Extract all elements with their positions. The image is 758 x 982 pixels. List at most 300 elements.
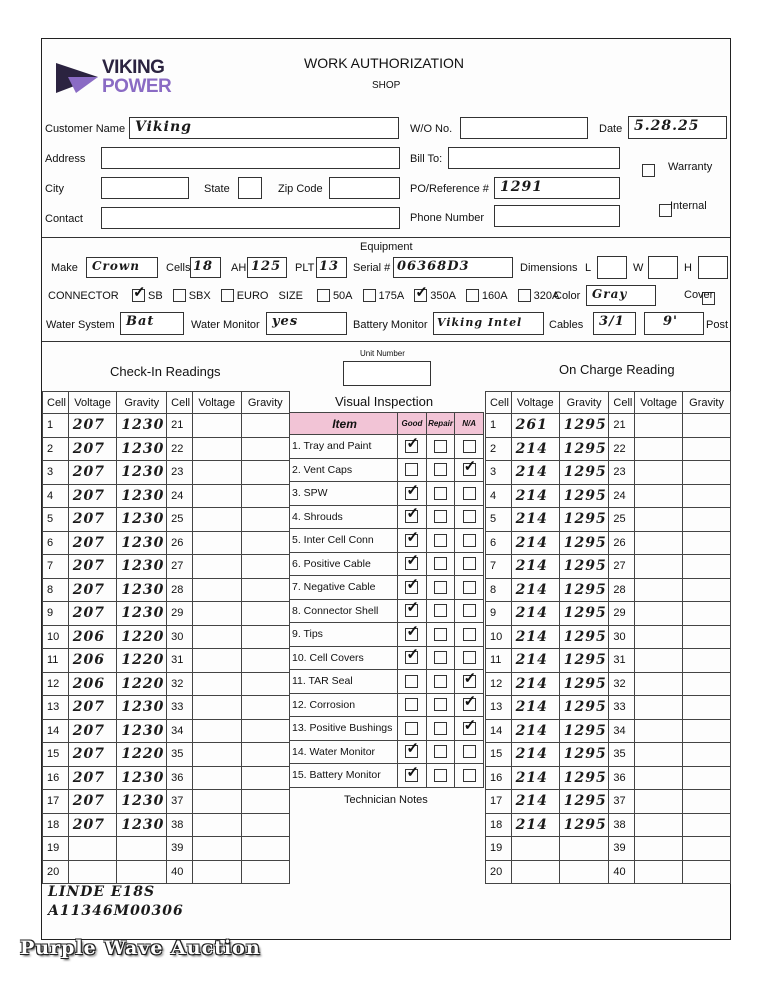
gravity-cell[interactable] <box>683 813 731 837</box>
divider <box>42 237 730 238</box>
table-row <box>43 813 290 837</box>
voltage-cell[interactable]: 207 <box>68 508 117 532</box>
gravity-cell[interactable]: 1295 <box>559 719 609 743</box>
billto-field[interactable] <box>448 147 620 169</box>
gravity-cell[interactable] <box>117 860 167 884</box>
table-row <box>486 672 731 696</box>
size-160a-checkbox[interactable] <box>466 289 479 302</box>
gravity-cell[interactable] <box>683 625 731 649</box>
voltage-cell[interactable]: 214 <box>511 696 559 720</box>
battery-monitor-field[interactable] <box>433 312 544 335</box>
table-row <box>486 696 731 720</box>
voltage-cell[interactable]: 207 <box>68 790 117 814</box>
size-320a-checkbox[interactable] <box>518 289 531 302</box>
voltage-cell[interactable]: 207 <box>68 484 117 508</box>
connector-euro-option[interactable] <box>221 289 269 302</box>
voltage-cell[interactable] <box>635 672 683 696</box>
connector-euro-checkbox[interactable] <box>221 289 234 302</box>
gravity-cell[interactable] <box>683 860 731 884</box>
cell-number: 20 <box>43 860 69 884</box>
voltage-cell[interactable]: 214 <box>511 508 559 532</box>
voltage-cell[interactable]: 214 <box>511 766 559 790</box>
voltage-cell[interactable] <box>192 484 241 508</box>
gravity-cell[interactable] <box>241 461 289 485</box>
voltage-cell[interactable] <box>635 555 683 579</box>
size-50a-checkbox[interactable] <box>317 289 330 302</box>
voltage-cell[interactable] <box>635 649 683 673</box>
gravity-cell[interactable]: 1230 <box>117 766 167 790</box>
repair-cell <box>426 717 455 741</box>
good-checkbox[interactable] <box>405 557 418 570</box>
na-checkbox[interactable] <box>463 604 476 617</box>
voltage-cell[interactable]: 207 <box>68 414 117 438</box>
po-field[interactable] <box>494 177 620 199</box>
voltage-cell[interactable]: 207 <box>68 719 117 743</box>
gravity-cell[interactable]: 1230 <box>117 461 167 485</box>
gravity-cell[interactable]: 1230 <box>117 414 167 438</box>
na-checkbox[interactable] <box>463 581 476 594</box>
voltage-cell[interactable] <box>635 461 683 485</box>
gravity-cell[interactable] <box>241 531 289 555</box>
gravity-cell[interactable] <box>683 578 731 602</box>
inspection-row <box>290 693 484 717</box>
city-field[interactable] <box>101 177 189 199</box>
serial-field[interactable] <box>393 257 513 278</box>
voltage-cell[interactable] <box>192 790 241 814</box>
gravity-cell[interactable]: 1295 <box>559 790 609 814</box>
voltage-cell[interactable] <box>635 766 683 790</box>
gravity-cell[interactable]: 1295 <box>559 696 609 720</box>
voltage-cell[interactable] <box>192 649 241 673</box>
repair-checkbox[interactable] <box>434 698 447 711</box>
cell-number: 30 <box>609 625 635 649</box>
gravity-cell[interactable]: 1220 <box>117 743 167 767</box>
repair-checkbox[interactable] <box>434 487 447 500</box>
voltage-cell[interactable] <box>635 437 683 461</box>
gravity-cell[interactable]: 1295 <box>559 555 609 579</box>
na-checkbox[interactable] <box>463 722 476 735</box>
repair-checkbox[interactable] <box>434 628 447 641</box>
gravity-cell[interactable] <box>241 578 289 602</box>
cell-number: 10 <box>486 625 512 649</box>
gravity-cell[interactable] <box>241 555 289 579</box>
repair-checkbox[interactable] <box>434 745 447 758</box>
water-system-field[interactable] <box>120 312 184 335</box>
voltage-cell[interactable] <box>68 837 117 861</box>
table-row <box>43 602 290 626</box>
gravity-cell[interactable] <box>241 437 289 461</box>
good-checkbox[interactable] <box>405 698 418 711</box>
footnote-line2: A11346M00306 <box>48 903 184 919</box>
gravity-cell[interactable]: 1295 <box>559 649 609 673</box>
gravity-cell[interactable]: 1230 <box>117 437 167 461</box>
height-label: H <box>684 262 692 274</box>
voltage-cell[interactable]: 207 <box>68 578 117 602</box>
cell-number: 33 <box>609 696 635 720</box>
voltage-cell[interactable] <box>192 719 241 743</box>
voltage-cell[interactable] <box>635 602 683 626</box>
gravity-cell[interactable] <box>683 837 731 861</box>
voltage-cell[interactable]: 214 <box>511 578 559 602</box>
height-field[interactable] <box>698 256 728 279</box>
ah-field[interactable] <box>247 257 287 278</box>
table-row <box>486 531 731 555</box>
repair-checkbox[interactable] <box>434 722 447 735</box>
good-checkbox[interactable] <box>405 651 418 664</box>
cables-field[interactable] <box>593 312 636 335</box>
voltage-cell[interactable] <box>635 696 683 720</box>
voltage-cell[interactable] <box>635 860 683 884</box>
voltage-cell[interactable] <box>192 860 241 884</box>
gravity-cell[interactable] <box>683 672 731 696</box>
gravity-cell[interactable] <box>241 672 289 696</box>
phone-field[interactable] <box>494 205 620 227</box>
table-row <box>43 837 290 861</box>
voltage-cell[interactable] <box>192 531 241 555</box>
repair-checkbox[interactable] <box>434 440 447 453</box>
size-50a-label: 50A <box>332 289 353 302</box>
cell-number: 29 <box>609 602 635 626</box>
repair-checkbox[interactable] <box>434 534 447 547</box>
plt-field[interactable] <box>316 257 347 278</box>
good-cell <box>398 552 427 576</box>
size-175a-checkbox[interactable] <box>363 289 376 302</box>
cell-number: 26 <box>609 531 635 555</box>
voltage-cell[interactable] <box>192 461 241 485</box>
na-checkbox[interactable] <box>463 698 476 711</box>
good-checkbox[interactable] <box>405 487 418 500</box>
gravity-cell[interactable]: 1220 <box>117 672 167 696</box>
good-checkbox[interactable] <box>405 628 418 641</box>
good-checkbox[interactable] <box>405 722 418 735</box>
voltage-cell[interactable]: 214 <box>511 813 559 837</box>
connector-sbx-option[interactable] <box>173 289 211 302</box>
voltage-cell[interactable] <box>635 484 683 508</box>
voltage-cell[interactable] <box>635 719 683 743</box>
cell-number: 8 <box>43 578 69 602</box>
width-field[interactable] <box>648 256 678 279</box>
water-monitor-field[interactable] <box>266 312 347 335</box>
voltage-cell[interactable]: 207 <box>68 696 117 720</box>
voltage-cell[interactable]: 214 <box>511 602 559 626</box>
size-50a-option[interactable] <box>317 289 353 302</box>
gravity-cell[interactable]: 1295 <box>559 578 609 602</box>
cell-number: 34 <box>609 719 635 743</box>
gravity-cell[interactable] <box>559 837 609 861</box>
cell-number: 2 <box>486 437 512 461</box>
voltage-cell[interactable]: 214 <box>511 531 559 555</box>
voltage-cell[interactable] <box>635 625 683 649</box>
gravity-cell[interactable]: 1295 <box>559 813 609 837</box>
gravity-cell[interactable] <box>241 837 289 861</box>
gravity-cell[interactable] <box>683 531 731 555</box>
unit-number-field[interactable] <box>343 361 431 386</box>
voltage-cell[interactable] <box>192 625 241 649</box>
address-field[interactable] <box>101 147 400 169</box>
gravity-cell[interactable]: 1230 <box>117 484 167 508</box>
cell-number: 15 <box>486 743 512 767</box>
voltage-cell[interactable] <box>192 578 241 602</box>
gravity-cell[interactable] <box>683 414 731 438</box>
na-checkbox[interactable] <box>463 557 476 570</box>
size-175a-label: 175A <box>378 289 405 302</box>
voltage-cell[interactable] <box>192 414 241 438</box>
voltage-cell[interactable] <box>192 696 241 720</box>
gravity-cell[interactable] <box>683 437 731 461</box>
gravity-cell[interactable] <box>241 508 289 532</box>
voltage-cell[interactable]: 214 <box>511 461 559 485</box>
voltage-cell[interactable] <box>192 508 241 532</box>
voltage-cell[interactable]: 214 <box>511 649 559 673</box>
gravity-cell[interactable]: 1295 <box>559 484 609 508</box>
date-field[interactable] <box>628 116 727 139</box>
zip-field[interactable] <box>329 177 400 199</box>
gravity-cell[interactable]: 1295 <box>559 602 609 626</box>
repair-checkbox[interactable] <box>434 651 447 664</box>
gravity-cell[interactable] <box>683 743 731 767</box>
good-checkbox[interactable] <box>405 769 418 782</box>
voltage-cell[interactable] <box>68 860 117 884</box>
gravity-cell[interactable]: 1295 <box>559 625 609 649</box>
gravity-cell[interactable] <box>683 790 731 814</box>
voltage-cell[interactable] <box>635 508 683 532</box>
gravity-cell[interactable] <box>559 860 609 884</box>
voltage-cell[interactable] <box>192 813 241 837</box>
na-checkbox[interactable] <box>463 510 476 523</box>
gravity-cell[interactable]: 1295 <box>559 414 609 438</box>
gravity-cell[interactable]: 1230 <box>117 508 167 532</box>
connector-sb-option[interactable] <box>132 289 163 302</box>
voltage-cell[interactable] <box>192 437 241 461</box>
na-checkbox[interactable] <box>463 534 476 547</box>
voltage-cell[interactable] <box>192 602 241 626</box>
na-cell <box>455 623 484 647</box>
na-checkbox[interactable] <box>463 487 476 500</box>
voltage-cell[interactable]: 214 <box>511 437 559 461</box>
gravity-cell[interactable]: 1295 <box>559 461 609 485</box>
gravity-cell[interactable]: 1295 <box>559 508 609 532</box>
connector-sbx-checkbox[interactable] <box>173 289 186 302</box>
item-header: Item <box>290 413 398 435</box>
gravity-cell[interactable]: 1220 <box>117 625 167 649</box>
gravity-cell[interactable]: 1295 <box>559 531 609 555</box>
voltage-cell[interactable]: 214 <box>511 743 559 767</box>
gravity-cell[interactable] <box>683 602 731 626</box>
good-checkbox[interactable] <box>405 463 418 476</box>
voltage-cell[interactable] <box>635 414 683 438</box>
gravity-cell[interactable]: 1230 <box>117 790 167 814</box>
na-checkbox[interactable] <box>463 745 476 758</box>
gravity-cell[interactable]: 1230 <box>117 719 167 743</box>
na-cell <box>455 670 484 694</box>
inspection-item-label: 1. Tray and Paint <box>290 435 398 459</box>
voltage-cell[interactable]: 206 <box>68 625 117 649</box>
gravity-cell[interactable]: 1230 <box>117 813 167 837</box>
voltage-cell[interactable] <box>192 672 241 696</box>
voltage-cell[interactable] <box>635 813 683 837</box>
gravity-cell[interactable]: 1230 <box>117 531 167 555</box>
repair-checkbox[interactable] <box>434 769 447 782</box>
phone-label: Phone Number <box>410 212 484 224</box>
gravity-cell[interactable] <box>241 696 289 720</box>
table-row <box>43 578 290 602</box>
gravity-cell[interactable] <box>683 649 731 673</box>
voltage-cell[interactable] <box>192 743 241 767</box>
na-checkbox[interactable] <box>463 628 476 641</box>
gravity-cell[interactable] <box>241 414 289 438</box>
post-field[interactable] <box>644 312 704 335</box>
gravity-cell[interactable]: 1230 <box>117 696 167 720</box>
na-checkbox[interactable] <box>463 675 476 688</box>
voltage-cell[interactable] <box>635 790 683 814</box>
good-checkbox[interactable] <box>405 604 418 617</box>
size-350a-checkbox[interactable] <box>414 289 427 302</box>
gravity-cell[interactable] <box>683 555 731 579</box>
cell-number: 18 <box>43 813 69 837</box>
size-350a-option[interactable] <box>414 289 456 302</box>
good-checkbox[interactable] <box>405 440 418 453</box>
na-checkbox[interactable] <box>463 463 476 476</box>
gravity-cell[interactable]: 1295 <box>559 766 609 790</box>
voltage-cell[interactable]: 214 <box>511 484 559 508</box>
gravity-cell[interactable] <box>117 837 167 861</box>
gravity-cell[interactable]: 1295 <box>559 672 609 696</box>
state-field[interactable] <box>238 177 262 199</box>
customer-name-field[interactable] <box>129 117 399 139</box>
gravity-cell[interactable]: 1295 <box>559 437 609 461</box>
good-checkbox[interactable] <box>405 745 418 758</box>
voltage-cell[interactable]: 207 <box>68 555 117 579</box>
gravity-cell[interactable] <box>241 484 289 508</box>
na-checkbox[interactable] <box>463 440 476 453</box>
repair-checkbox[interactable] <box>434 675 447 688</box>
na-cell <box>455 505 484 529</box>
ah-label: AH <box>231 262 247 274</box>
gravity-cell[interactable]: 1230 <box>117 555 167 579</box>
gravity-cell[interactable]: 1295 <box>559 743 609 767</box>
voltage-cell[interactable]: 214 <box>511 719 559 743</box>
good-cell <box>398 740 427 764</box>
gravity-cell[interactable] <box>241 649 289 673</box>
gravity-cell[interactable] <box>683 508 731 532</box>
voltage-cell[interactable]: 261 <box>511 414 559 438</box>
voltage-cell[interactable]: 207 <box>68 766 117 790</box>
voltage-cell[interactable]: 206 <box>68 649 117 673</box>
gravity-cell[interactable]: 1230 <box>117 578 167 602</box>
gravity-cell[interactable]: 1220 <box>117 649 167 673</box>
na-cell <box>455 458 484 482</box>
gravity-cell[interactable] <box>241 743 289 767</box>
color-field[interactable] <box>586 285 656 306</box>
good-checkbox[interactable] <box>405 675 418 688</box>
gravity-cell[interactable] <box>241 719 289 743</box>
checkin-title: Check-In Readings <box>110 364 221 379</box>
table-row <box>43 743 290 767</box>
voltage-cell[interactable]: 207 <box>68 461 117 485</box>
voltage-cell[interactable] <box>511 837 559 861</box>
voltage-cell[interactable] <box>635 578 683 602</box>
good-checkbox[interactable] <box>405 510 418 523</box>
voltage-cell[interactable]: 207 <box>68 437 117 461</box>
gravity-cell[interactable] <box>683 766 731 790</box>
gravity-cell[interactable] <box>683 461 731 485</box>
repair-checkbox[interactable] <box>434 557 447 570</box>
table-row <box>486 860 731 884</box>
warranty-checkbox[interactable] <box>642 164 655 177</box>
size-175a-option[interactable] <box>363 289 405 302</box>
repair-checkbox[interactable] <box>434 463 447 476</box>
gravity-cell[interactable] <box>241 860 289 884</box>
gravity-cell[interactable]: 1230 <box>117 602 167 626</box>
repair-checkbox[interactable] <box>434 581 447 594</box>
repair-checkbox[interactable] <box>434 604 447 617</box>
inspection-item-label: 12. Corrosion <box>290 693 398 717</box>
voltage-cell[interactable] <box>192 555 241 579</box>
voltage-cell[interactable]: 207 <box>68 813 117 837</box>
make-field[interactable] <box>86 257 158 278</box>
voltage-cell[interactable]: 214 <box>511 625 559 649</box>
inspection-row <box>290 646 484 670</box>
connector-sb-checkbox[interactable] <box>132 289 145 302</box>
na-checkbox[interactable] <box>463 651 476 664</box>
wo-field[interactable] <box>460 117 588 139</box>
good-checkbox[interactable] <box>405 534 418 547</box>
voltage-cell[interactable]: 207 <box>68 602 117 626</box>
voltage-cell[interactable] <box>192 837 241 861</box>
cell-number: 23 <box>167 461 193 485</box>
gravity-cell[interactable] <box>241 602 289 626</box>
water-monitor-label: Water Monitor <box>191 319 260 331</box>
length-field[interactable] <box>597 256 627 279</box>
table-row <box>486 508 731 532</box>
voltage-cell[interactable] <box>635 743 683 767</box>
gravity-cell[interactable] <box>241 813 289 837</box>
voltage-cell[interactable]: 214 <box>511 555 559 579</box>
gravity-cell[interactable] <box>683 696 731 720</box>
gravity-cell[interactable] <box>241 790 289 814</box>
gravity-cell[interactable] <box>683 484 731 508</box>
cell-number: 12 <box>43 672 69 696</box>
voltage-cell[interactable]: 214 <box>511 672 559 696</box>
column-header: Cell <box>486 392 512 414</box>
voltage-cell[interactable] <box>511 860 559 884</box>
voltage-cell[interactable] <box>192 766 241 790</box>
table-row <box>486 484 731 508</box>
gravity-cell[interactable] <box>683 719 731 743</box>
contact-field[interactable] <box>101 207 400 229</box>
voltage-cell[interactable]: 207 <box>68 531 117 555</box>
water-system-label: Water System <box>46 319 115 331</box>
voltage-cell[interactable]: 206 <box>68 672 117 696</box>
cell-number: 14 <box>486 719 512 743</box>
voltage-cell[interactable] <box>635 837 683 861</box>
repair-checkbox[interactable] <box>434 510 447 523</box>
gravity-cell[interactable] <box>241 766 289 790</box>
cells-field[interactable] <box>190 257 221 278</box>
table-row <box>486 437 731 461</box>
good-checkbox[interactable] <box>405 581 418 594</box>
voltage-cell[interactable]: 214 <box>511 790 559 814</box>
inspection-row <box>290 599 484 623</box>
voltage-cell[interactable] <box>635 531 683 555</box>
na-checkbox[interactable] <box>463 769 476 782</box>
voltage-cell[interactable]: 207 <box>68 743 117 767</box>
cell-number: 29 <box>167 602 193 626</box>
inspection-row <box>290 552 484 576</box>
cell-number: 25 <box>609 508 635 532</box>
size-160a-option[interactable] <box>466 289 508 302</box>
gravity-cell[interactable] <box>241 625 289 649</box>
